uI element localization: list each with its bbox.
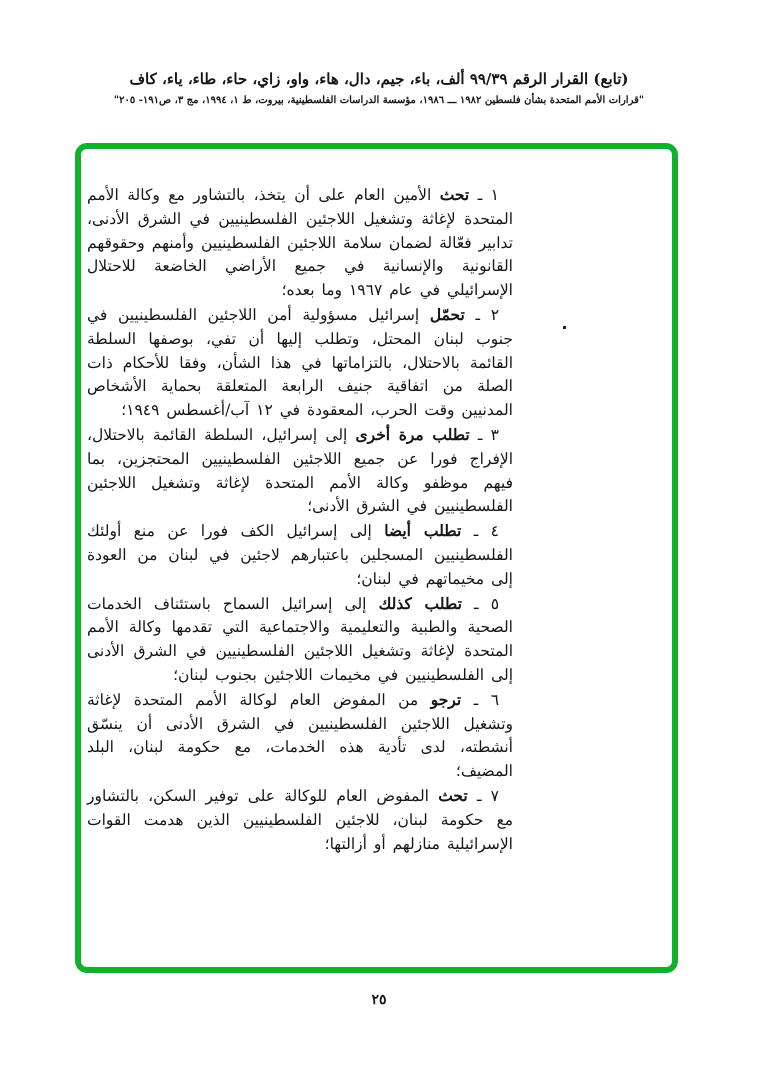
paragraph-4-lead: تطلب أيضا [384,521,462,541]
paragraph-7-number: ٧ ـ [476,786,499,805]
paragraph-2-text: إسرائيل مسؤولية أمن اللاجئين الفلسطينيين في جنوب لبنان المحتل، وتطلب إليها أن تفي، بوصفها السلطة القائمة بالاحتلال، بالتزاماتها في هذا الشأن، وفقا للأحكام ذات الصلة من اتفاقية جنيف الرابعة المتعلقة بحماية الأشخاص المدنيين وقت الحرب، المعقودة في ١٢ آب/أغسطس ١٩٤٩؛ [87,305,513,420]
resolution-title: (تابع) القرار الرقم ٩٩/٣٩ ألف، باء، جيم، دال، هاء، واو، زاي، حاء، طاء، ياء، كاف [129,70,629,88]
paragraph-6-lead: ترجو [430,689,462,709]
paragraph-1 [87,183,513,303]
paragraph-5 [87,592,513,688]
paragraph-7-lead: تحث [438,785,468,805]
paragraph-3-lead: تطلب مرة أخرى [355,424,470,444]
paragraph-3-text: إلى إسرائيل، السلطة القائمة بالاحتلال، الإفراج فورا عن جميع اللاجئين الفلسطينيين المحتجزين، بما فيهم موظفو وكالة الأمم المتحدة لإغاثة وتشغيل اللاجئين الفلسطينيين في الشرق الأدنى؛ [87,425,513,516]
page-header [0,70,758,106]
paragraph-7-text: المفوض العام للوكالة على توفير السكن، بالتشاور مع حكومة لبنان، للاجئين الفلسطينيين الذين هدمت القوات الإسرائيلية منازلهم أو أزالتها؛ [87,786,513,853]
paragraph-2-lead: تحمّل [429,304,465,324]
paragraph-3 [87,423,513,519]
paragraph-4 [87,519,513,591]
paragraph-5-number: ٥ ـ [474,594,500,613]
paragraph-2-number: ٢ ـ [475,305,500,324]
paragraph-4-text: إلى إسرائيل الكف فورا عن منع أولئك الفلسطينيين المسجلين باعتبارهم لاجئين في لبنان من العودة إلى مخيماتهم في لبنان؛ [87,522,513,588]
paragraph-4-number: ٤ ـ [473,522,499,541]
ink-speck [563,326,566,329]
paragraph-7 [87,784,513,856]
paragraph-1-text: الأمين العام على أن يتخذ، بالتشاور مع وكالة الأمم المتحدة لإغاثة وتشغيل اللاجئين الفلسطينيين في الشرق الأدنى، تدابير فعّالة لضمان سلامة اللاجئين الفلسطينيين وأمنهم وحقوقهم القانونية والإنسانية في جميع الأراضي الخاضعة للاحتلال الإسرائيلي في عام ١٩٦٧ وما بعده؛ [87,186,513,300]
paragraph-6-text: من المفوض العام لوكالة الأمم المتحدة لإغاثة وتشغيل اللاجئين الفلسطينيين في الشرق الأدنى أن ينسّق أنشطته، لدى تأدية هذه الخدمات، مع حكومة لبنان، البلد المضيف؛ [87,690,513,781]
source-citation: "قرارات الأمم المتحدة بشأن فلسطين ١٩٨٢ ـــ ١٩٨٦، مؤسسة الدراسات الفلسطينية، بيروت، ط ١، ١٩٩٤، مج ٣، ص١٩١- ٢٠٥" [113,95,645,106]
resolution-body [87,183,513,856]
paragraph-3-number: ٣ ـ [477,425,499,444]
paragraph-1-lead: تحث [439,185,470,204]
paragraph-6 [87,688,513,784]
paragraph-6-number: ٦ ـ [473,690,500,709]
page-number: ٢٥ [371,992,387,1008]
paragraph-5-lead: تطلب كذلك [378,593,462,613]
paragraph-2 [87,303,513,423]
paragraph-5-text: إلى إسرائيل السماح باستئناف الخدمات الصحية والطبية والتعليمية والاجتماعية التي تقدمها وكالة الأمم المتحدة لإغاثة وتشغيل اللاجئين الفلسطينيين في الشرق الأدنى إلى الفلسطينيين في مخيمات اللاجئين بجنوب لبنان؛ [87,594,513,684]
paragraph-1-number: ١ ـ [477,186,499,204]
